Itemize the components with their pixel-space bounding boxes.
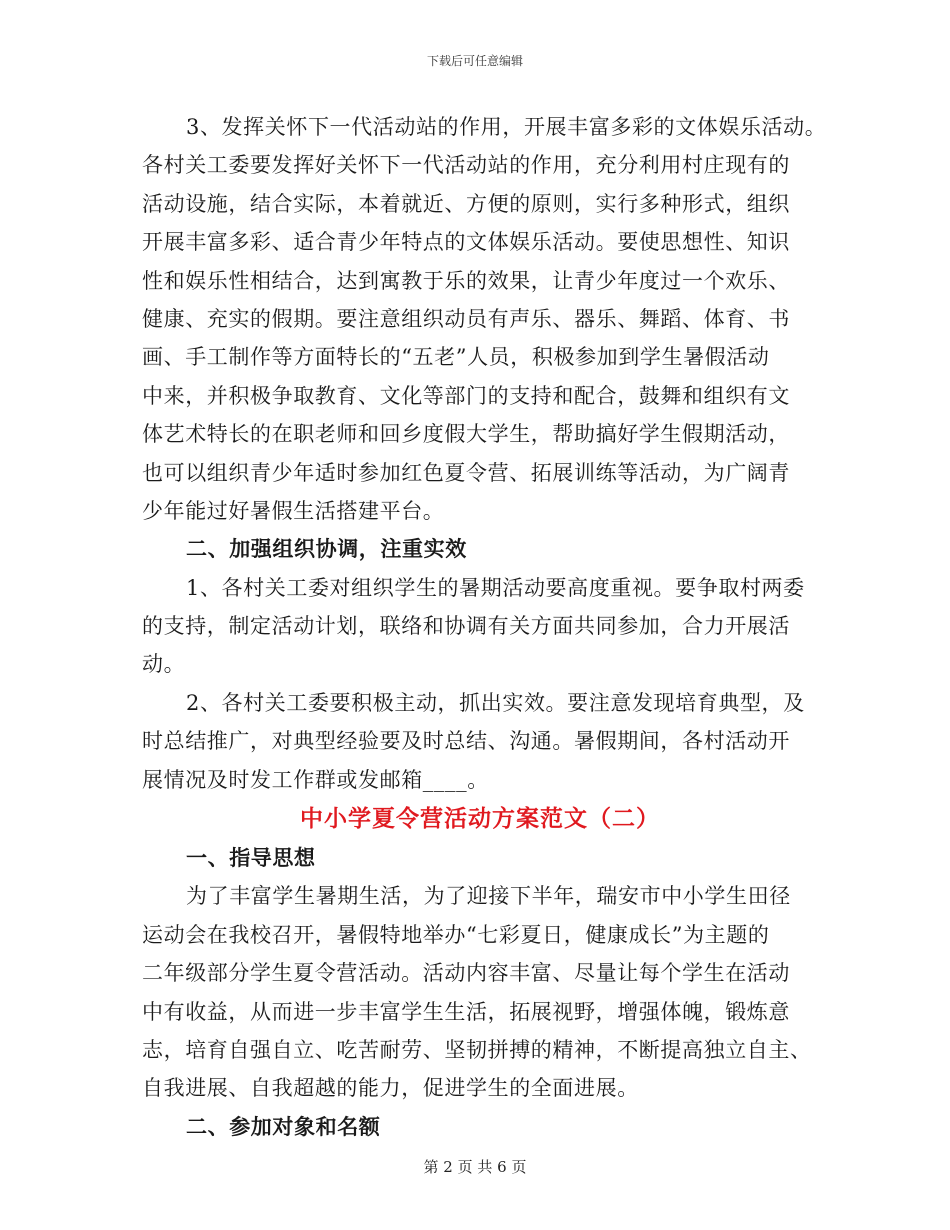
paragraph-line: 的支持，制定活动计划，联络和协调有关方面共同参加，合力开展活: [142, 614, 790, 639]
paragraph-line: 二年级部分学生夏令营活动。活动内容丰富、尽量让每个学生在活动: [142, 961, 790, 986]
paragraph-line: 中有收益，从而进一步丰富学生生活，拓展视野，增强体魄，锻炼意: [142, 999, 790, 1024]
paragraph-line: 中来，并积极争取教育、文化等部门的支持和配合，鼓舞和组织有文: [142, 383, 790, 408]
subheading-coordination: 二、加强组织协调，注重实效: [186, 536, 467, 562]
paragraph-line: 2、各村关工委要积极主动，抓出实效。要注意发现培育典型，及: [186, 690, 805, 715]
paragraph-line: 自我进展、自我超越的能力，促进学生的全面进展。: [142, 1076, 639, 1101]
page-header-note: 下载后可任意编辑: [426, 54, 523, 68]
paragraph-line: 动。: [142, 652, 186, 677]
paragraph-line: 展情况及时发工作群或发邮箱____。: [142, 767, 489, 792]
page-number: 第 2 页 共 6 页: [423, 1158, 527, 1176]
paragraph-line: 3、发挥关怀下一代活动站的作用，开展丰富多彩的文体娱乐活动。: [186, 115, 827, 139]
subheading-participants: 二、参加对象和名额: [186, 1113, 381, 1139]
paragraph-line: 健康、充实的假期。要注意组织动员有声乐、器乐、舞蹈、体育、书: [142, 306, 790, 331]
paragraph-line: 开展丰富多彩、适合青少年特点的文体娱乐活动。要使思想性、知识: [142, 230, 790, 255]
subheading-guiding-thought: 一、指导思想: [186, 845, 316, 871]
paragraph-line: 画、手工制作等方面特长的“五老”人员，积极参加到学生暑假活动: [142, 345, 770, 370]
document-body: [142, 108, 827, 1146]
paragraph-line: 也可以组织青少年适时参加红色夏令营、拓展训练等活动，为广阔青: [142, 460, 790, 485]
paragraph-line: 体艺术特长的在职老师和回乡度假大学生，帮助搞好学生假期活动，: [142, 422, 790, 447]
section-title: 中小学夏令营活动方案范文（二）: [300, 805, 660, 833]
paragraph-line: 时总结推广，对典型经验要及时总结、沟通。暑假期间，各村活动开: [142, 729, 790, 754]
paragraph-line: 性和娱乐性相结合，达到寓教于乐的效果，让青少年度过一个欢乐、: [142, 268, 790, 293]
paragraph-line: 少年能过好暑假生活搭建平台。: [142, 498, 445, 523]
paragraph-line: 各村关工委要发挥好关怀下一代活动站的作用，充分利用村庄现有的: [142, 153, 790, 178]
paragraph-line: 1、各村关工委对组织学生的暑期活动要高度重视。要争取村两委: [186, 575, 805, 600]
paragraph-line: 志，培育自强自立、吃苦耐劳、坚韧拼搏的精神，不断提高独立自主、: [142, 1037, 812, 1062]
paragraph-line: 活动设施，结合实际，本着就近、方便的原则，实行多种形式，组织: [142, 191, 790, 216]
paragraph-line: 运动会在我校召开，暑假特地举办“七彩夏日，健康成长”为主题的: [142, 922, 770, 947]
paragraph-line: 为了丰富学生暑期生活，为了迎接下半年，瑞安市中小学生田径: [186, 884, 791, 909]
